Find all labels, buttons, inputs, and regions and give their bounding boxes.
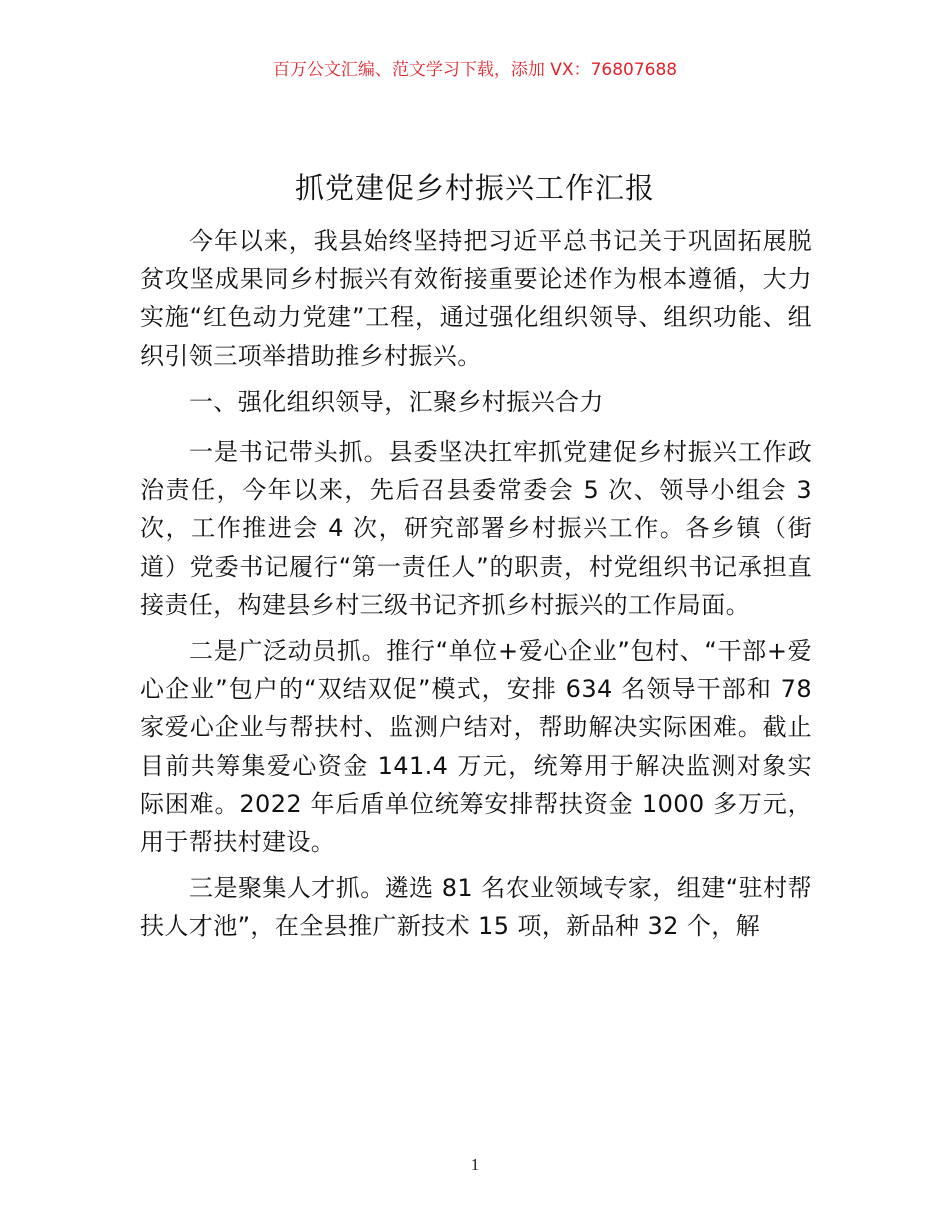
body-paragraph-mobilization: 二是广泛动员抓。推行“单位+爱心企业”包村、“干部+爱心企业”包户的“双结双促”模式，安排 634 名领导干部和 78 家爱心企业与帮扶村、监测户结对，帮助解决实际困难。截止目前共筹集爱心资金 141.4 万元，统筹用于解决监测对象实际困难。2022 年后盾单位统筹安排帮扶资金 1000 多万元，用于帮扶村建设。 [140, 637, 812, 857]
document-body [140, 222, 812, 954]
document-title: 抓党建促乡村振兴工作汇报 [294, 171, 655, 205]
body-paragraph-talent: 三是聚集人才抓。遴选 81 名农业领域专家，组建“驻村帮扶人才池”，在全县推广新技术 15 项，新品种 32 个，解 [140, 874, 812, 941]
intro-paragraph: 今年以来，我县始终坚持把习近平总书记关于巩固拓展脱贫攻坚成果同乡村振兴有效衔接重要论述作为根本遵循，大力实施“红色动力党建”工程，通过强化组织领导、组织功能、组织引领三项举措助推乡村振兴。 [140, 227, 812, 370]
watermark-header: 百万公文汇编、范文学习下载，添加 VX：76807688 [272, 60, 678, 80]
section-heading-1: 一、强化组织领导，汇聚乡村振兴合力 [189, 387, 604, 416]
page-number: 1 [470, 1155, 480, 1174]
body-paragraph-secretary-lead: 一是书记带头抓。县委坚决扛牢抓党建促乡村振兴工作政治责任，今年以来，先后召县委常委会 5 次、领导小组会 3 次，工作推进会 4 次，研究部署乡村振兴工作。各乡镇（街道）党委书记履行“第一责任人”的职责，村党组织书记承担直接责任，构建县乡村三级书记齐抓乡村振兴的工作局面。 [140, 438, 812, 619]
